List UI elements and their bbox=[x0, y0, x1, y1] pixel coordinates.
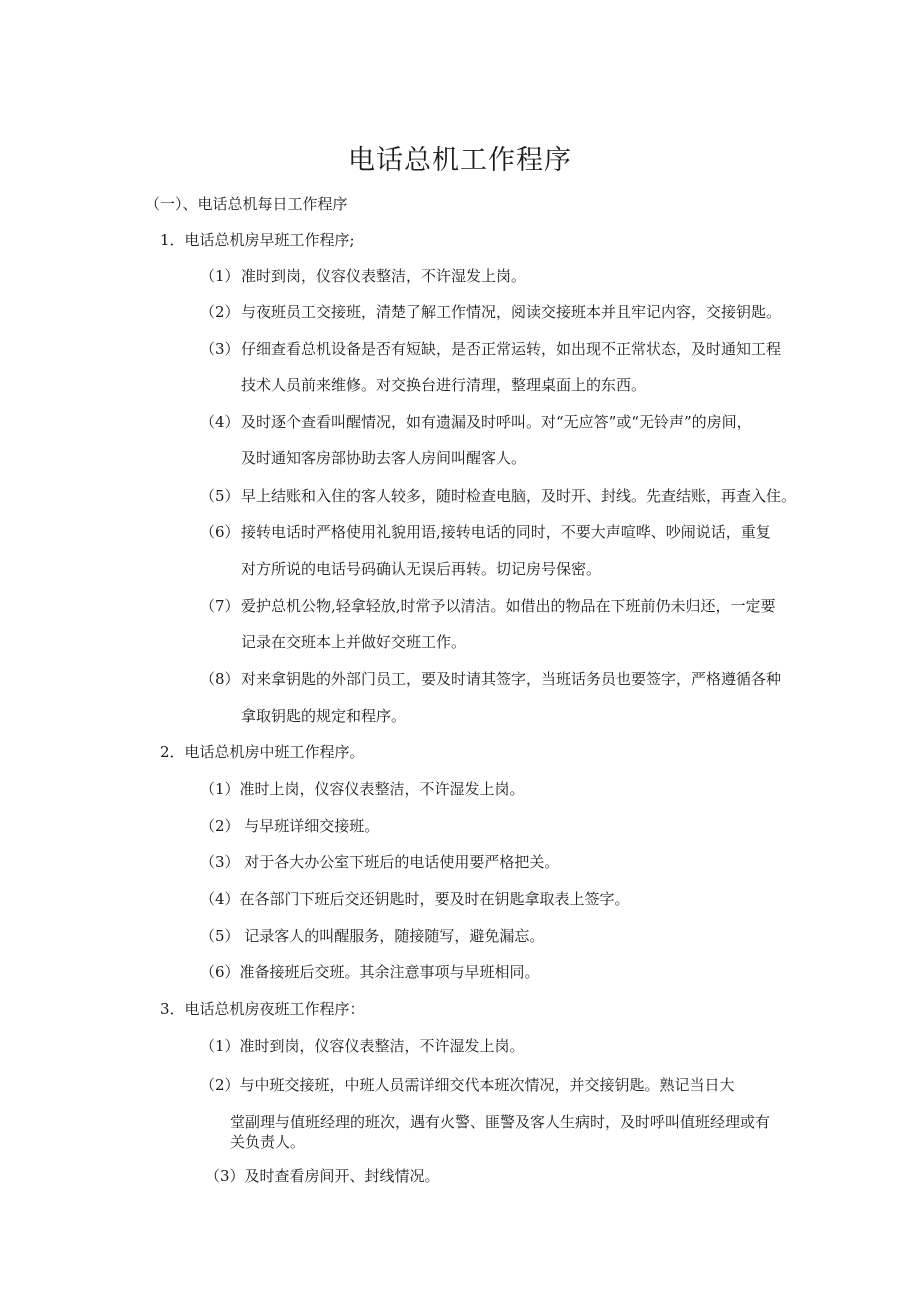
list-item: （2）与中班交接班，中班人员需详细交代本班次情况，并交接钥匙。熟记当日大 bbox=[200, 1076, 735, 1094]
subsection-heading-morning: 1．电话总机房早班工作程序; bbox=[160, 231, 355, 249]
list-item-continuation: 记录在交班本上并做好交班工作。 bbox=[241, 633, 467, 651]
list-item-continuation: 及时通知客房部协助去客人房间叫醒客人。 bbox=[241, 449, 527, 467]
list-item-number: （6） bbox=[200, 523, 240, 541]
list-item-number: （5） bbox=[200, 487, 240, 505]
list-item-number: （7） bbox=[200, 597, 240, 615]
list-item-number: （4） bbox=[200, 413, 240, 431]
subsection-heading-middle: 2．电话总机房中班工作程序。 bbox=[160, 743, 365, 761]
section-heading: （一）、电话总机每日工作程序 bbox=[145, 195, 348, 213]
list-item-continuation: 技术人员前来维修。对交换台进行清理，整理桌面上的东西。 bbox=[241, 376, 647, 394]
list-item: 早上结账和入住的客人较多，随时检查电脑，及时开、封线。先查结账，再查入住。 bbox=[241, 487, 797, 505]
list-item: （2） 与早班详细交接班。 bbox=[200, 817, 380, 835]
list-item: 及时逐个查看叫醒情况，如有遗漏及时呼叫。对“无应答”或“无铃声”的房间， bbox=[241, 413, 752, 431]
list-item-number: （1） bbox=[200, 267, 240, 285]
list-item-number: （2） bbox=[200, 303, 240, 321]
list-item: （1）准时上岗，仪容仪表整洁，不许湿发上岗。 bbox=[200, 780, 525, 798]
list-item: （3） 对于各大办公室下班后的电话使用要严格把关。 bbox=[200, 853, 560, 871]
list-item: （3）及时查看房间开、封线情况。 bbox=[205, 1167, 440, 1185]
list-item: 与夜班员工交接班，清楚了解工作情况，阅读交接班本并且牢记内容，交接钥匙。 bbox=[241, 303, 782, 321]
list-item: （5） 记录客人的叫醒服务，随接随写，避免漏忘。 bbox=[200, 927, 545, 945]
list-item: 接转电话时严格使用礼貌用语,接转电话的同时，不要大声喧哗、吵闹说话，重复 bbox=[241, 523, 771, 541]
list-item-continuation: 拿取钥匙的规定和程序。 bbox=[241, 707, 407, 725]
list-item: 仔细查看总机设备是否有短缺，是否正常运转，如出现不正常状态，及时通知工程 bbox=[241, 340, 782, 358]
list-item: （1）准时到岗，仪容仪表整洁，不许湿发上岗。 bbox=[200, 1037, 525, 1055]
list-item-number: （8） bbox=[200, 670, 240, 688]
list-item-continuation: 关负责人。 bbox=[230, 1133, 306, 1151]
list-item: 准时到岗，仪容仪表整洁，不许湿发上岗。 bbox=[241, 267, 527, 285]
list-item: （4）在各部门下班后交还钥匙时，要及时在钥匙拿取表上签字。 bbox=[200, 890, 630, 908]
list-item-continuation: 对方所说的电话号码确认无误后再转。切记房号保密。 bbox=[241, 560, 602, 578]
list-item: （6）准备接班后交班。其余注意事项与早班相同。 bbox=[200, 963, 540, 981]
list-item: 爱护总机公物,轻拿轻放,时常予以清洁。如借出的物品在下班前仍未归还，一定要 bbox=[241, 597, 776, 615]
list-item: 对来拿钥匙的外部门员工，要及时请其签字，当班话务员也要签字，严格遵循各种 bbox=[241, 670, 782, 688]
list-item-number: （3） bbox=[200, 340, 240, 358]
page-title: 电话总机工作程序 bbox=[348, 145, 572, 176]
subsection-heading-night: 3．电话总机房夜班工作程序： bbox=[160, 1000, 365, 1018]
list-item-continuation: 堂副理与值班经理的班次，遇有火警、匪警及客人生病时，及时呼叫值班经理或有 bbox=[230, 1113, 771, 1131]
